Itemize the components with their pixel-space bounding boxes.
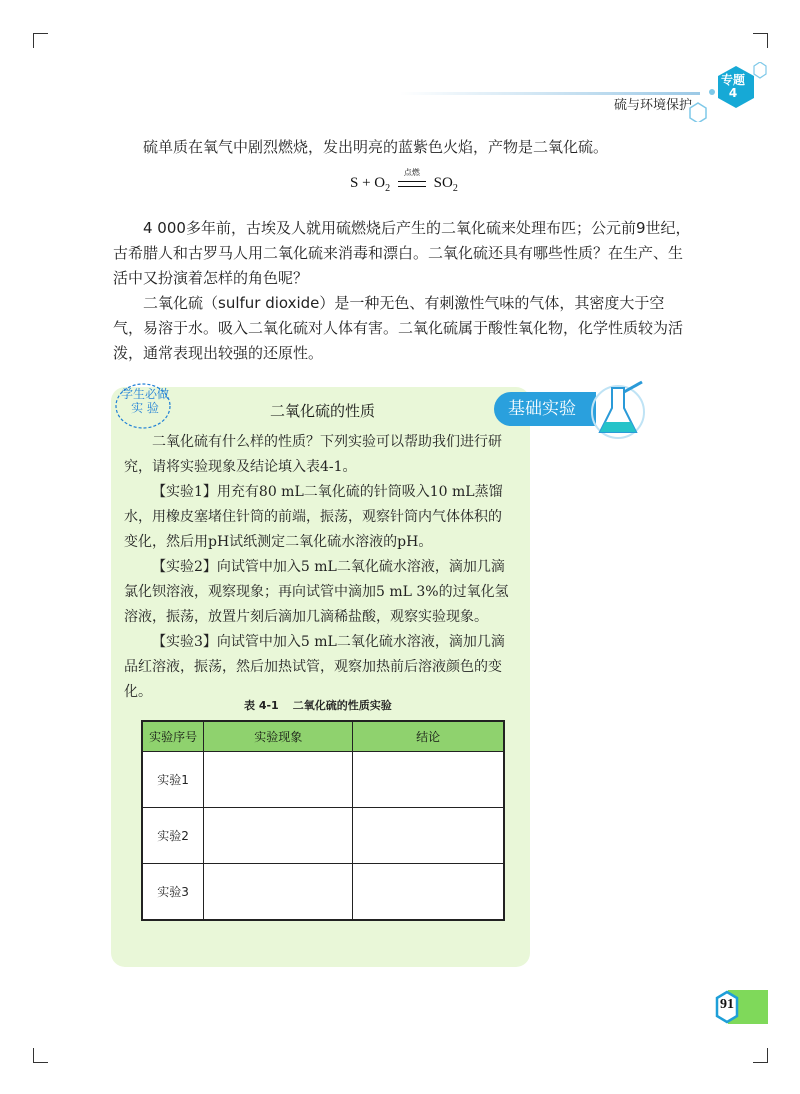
table-header-cell: 实验序号 [142, 721, 204, 752]
topic-number: 4 [728, 86, 738, 100]
lab-experiment-1: 【实验1】用充有80 mL二氧化硫的针筒吸入10 mL蒸馏水，用橡皮塞堵住针筒的前端，振荡，观察针筒内气体体积的变化，然后用pH试纸测定二氧化硫水溶液的pH。 [124, 484, 503, 550]
equation-left-sub: 2 [385, 183, 391, 194]
table-cell: 实验1 [142, 752, 204, 808]
page-number: 91 [720, 997, 734, 1012]
topic-badge-text [716, 74, 750, 100]
table-header-row [142, 721, 504, 752]
table-caption [244, 697, 406, 713]
crop-mark-top-left [33, 33, 48, 48]
topic-label: 专题 [720, 73, 745, 87]
reaction-equation [350, 167, 458, 194]
lab-intro-paragraph: 二氧化硫有什么样的性质？下列实验可以帮助我们进行研究，请将实验现象及结论填入表4-1。 [124, 434, 502, 475]
equation-left: S + O [350, 175, 386, 191]
table-cell[interactable] [204, 808, 353, 864]
table-cell[interactable] [204, 752, 353, 808]
table-cell[interactable] [353, 752, 504, 808]
lab-experiment-3: 【实验3】向试管中加入5 mL二氧化硫水溶液，滴加几滴品红溶液，振荡，然后加热试管，观察加热前后溶液颜色的变化。 [124, 634, 505, 700]
intro-paragraph-2: 4 000多年前，古埃及人就用硫燃烧后产生的二氧化硫来处理布匹；公元前9世纪，古希腊人和古罗马人用二氧化硫来消毒和漂白。二氧化硫还具有哪些性质？在生产、生活中又扮演着怎样的角色呢？ [113, 219, 691, 287]
crop-mark-bottom-left [33, 1048, 48, 1063]
section-title: 硫与环境保护 [613, 98, 692, 113]
table-row [142, 808, 504, 864]
table-header-cell: 结论 [353, 721, 504, 752]
equation-arrow [398, 167, 426, 187]
intro-paragraph-1: 硫单质在氧气中剧烈燃烧，发出明亮的蓝紫色火焰，产物是二氧化硫。 [143, 138, 609, 156]
crop-mark-bottom-right [753, 1048, 768, 1063]
required-lab-stamp [118, 387, 172, 415]
table-cell[interactable] [353, 864, 504, 921]
equation-right: SO [433, 175, 453, 191]
crop-mark-top-right [753, 33, 768, 48]
lab-results-table [141, 720, 505, 921]
stamp-line-2: 实 验 [131, 401, 159, 415]
table-cell: 实验2 [142, 808, 204, 864]
equation-right-sub: 2 [452, 183, 458, 194]
table-caption-title: 二氧化硫的性质实验 [292, 699, 392, 712]
intro-paragraph-3: 二氧化硫（sulfur dioxide）是一种无色、有刺激性气味的气体，其密度大于空气，易溶于水。吸入二氧化硫对人体有害。二氧化硫属于酸性氧化物，化学性质较为活泼，通常表现出较强的还原性。 [113, 294, 684, 362]
lab-experiment-2: 【实验2】向试管中加入5 mL二氧化硫水溶液，滴加几滴氯化钡溶液，观察现象；再向试管中滴加5 mL 3%的过氧化氢溶液，振荡，放置片刻后滴加几滴稀盐酸，观察实验现象。 [124, 559, 509, 625]
table-cell: 实验3 [142, 864, 204, 921]
table-caption-number: 表 4-1 [244, 699, 279, 712]
table-cell[interactable] [204, 864, 353, 921]
equation-condition: 点燃 [403, 167, 420, 177]
table-row [142, 864, 504, 921]
stamp-line-1: 学生必做 [120, 387, 169, 401]
basic-experiment-banner: 基础实验 [494, 392, 596, 426]
table-row [142, 752, 504, 808]
lab-title: 二氧化硫的性质 [270, 402, 376, 420]
table-header-cell: 实验现象 [204, 721, 353, 752]
flask-icon [590, 378, 646, 440]
table-cell[interactable] [353, 808, 504, 864]
